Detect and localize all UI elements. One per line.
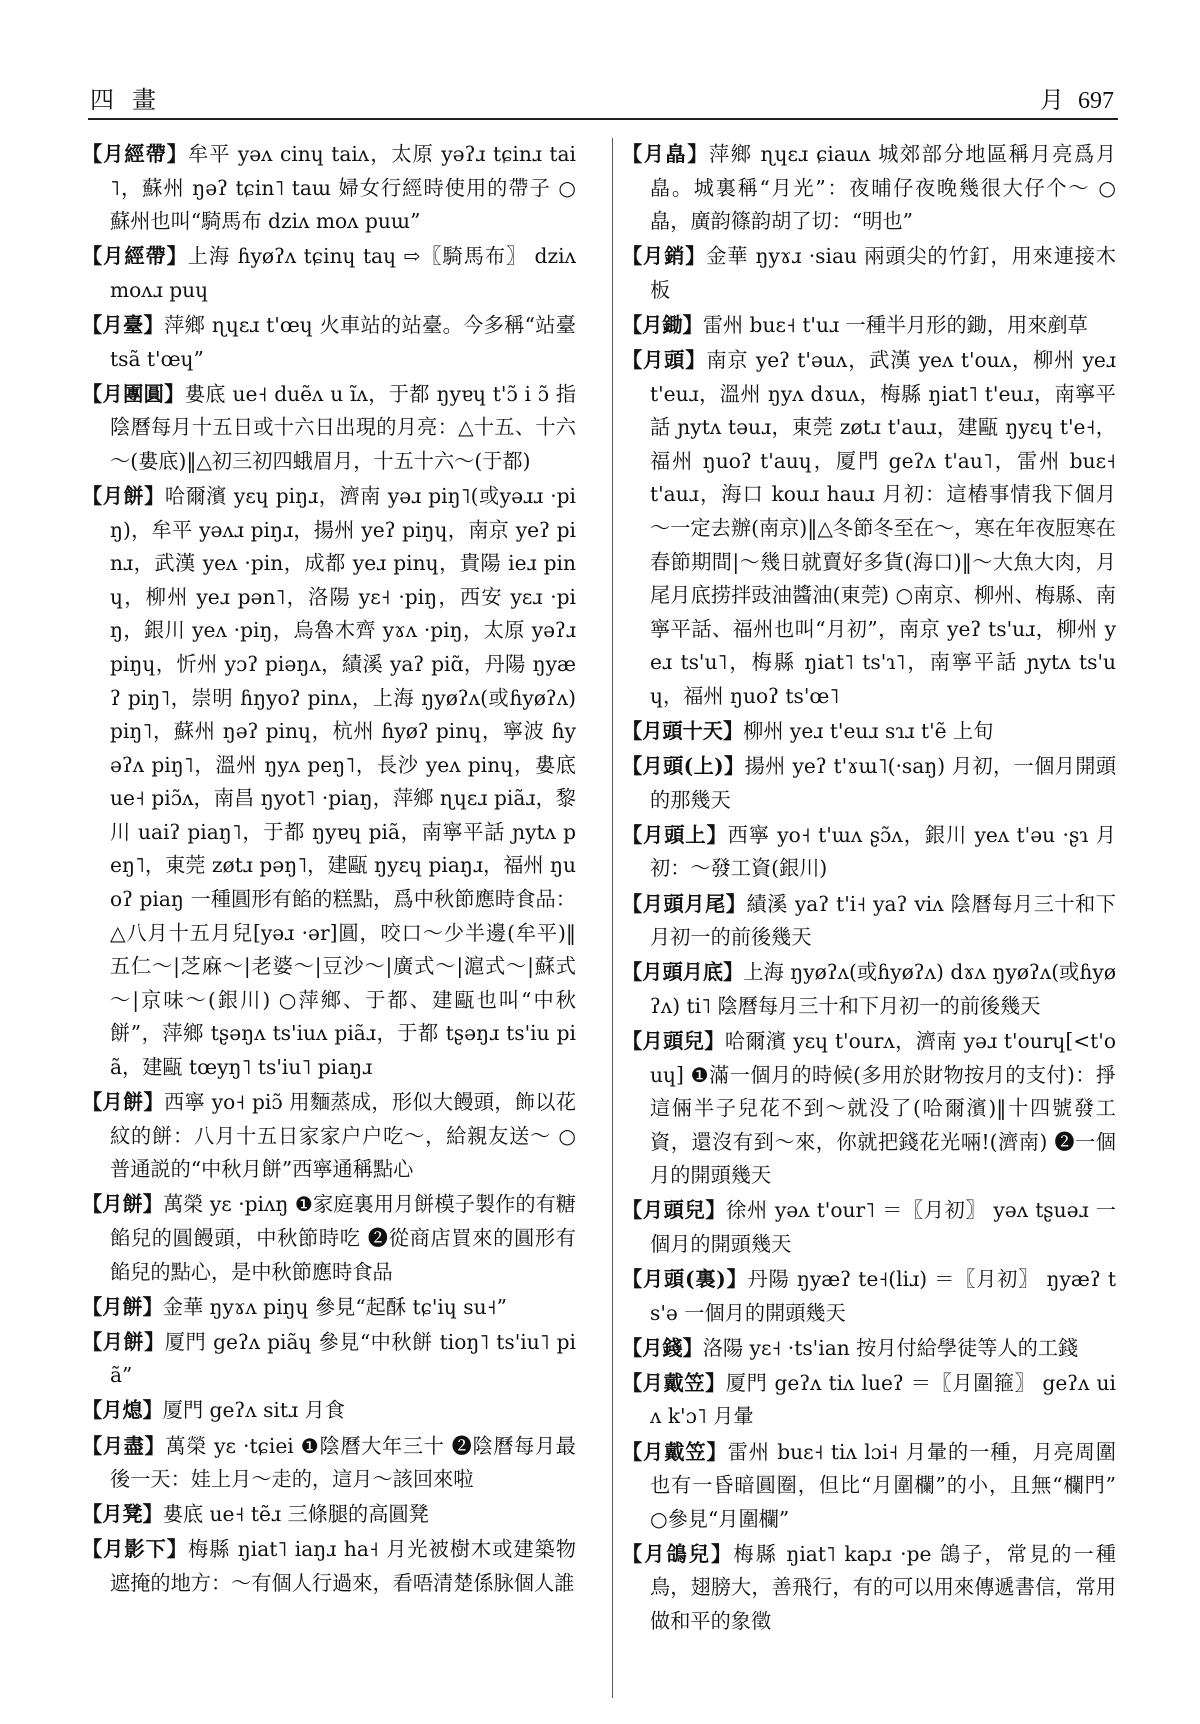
dictionary-entry xyxy=(82,1326,576,1393)
dictionary-entry xyxy=(622,888,1116,955)
entry-definition: 萍鄉 ɳɥɛɹ ɕiauʌ 城郊部分地區稱月亮爲月皛。城裏稱“月光”：夜晡仔夜晚幾很大仔个～ ○皛，廣韵篠韵胡了切：“明也” xyxy=(650,142,1116,234)
section-title: 四畫 xyxy=(90,86,174,114)
entry-definition: 金華 ŋyɤɹ ·siau 兩頭尖的竹釘，用來連接木板 xyxy=(650,244,1116,302)
entry-headword: 【月戴笠】 xyxy=(622,1370,726,1395)
header-character: 月 xyxy=(1040,88,1064,114)
entry-definition: 哈爾濱 yɛɥ piŋɹ，濟南 yəɹ piŋ˥(或yəɹɹ ·piŋ)，牟平 yəʌɹ piŋɹ，揚州 yeʔ piŋɥ，南京 yeʔ pinɹ，武漢 yeʌ ·pin，成都 yeɹ pinɥ，貴陽 ieɹ pinɥ，柳州 yeɹ pən˥，洛陽 yɛ˧ ·piŋ，西安 yɛɹ ·piŋ，銀川 yeʌ ·piŋ，烏魯木齊 yɤʌ ·piŋ，太原 yəʔɹ piŋɥ，忻州 yɔʔ piəŋʌ，績溪 yaʔ piɑ̃，丹陽 ŋyæʔ piŋ˥，崇明 ɦŋyoʔ pinʌ，上海 ŋyøʔʌ(或ɦyøʔʌ) piŋ˥，蘇州 ŋəʔ pinɥ，杭州 ɦyøʔ pinɥ，寧波 ɦyəʔʌ piŋ˥，溫州 ŋyʌ peŋ˥，長沙 yeʌ pinɥ，婁底 ue˧ piɔ̃ʌ，南昌 ŋyot˥ ·piaŋ，萍鄉 ɳɥɛɹ piãɹ，黎川 uaiʔ piaŋ˥，于都 ŋyɐɥ piã，南寧平話 ɲytʌ peŋ˥，東莞 zøtɹ pəŋ˥，建甌 ŋyɛɥ piaŋɹ，福州 ŋuoʔ piaŋ 一種圓形有餡的糕點，爲中秋節應時食品：△八月十五月兒[yəɹ ·ər]圓，咬口～少半邊(牟平)‖五仁～|芝麻～|老婆～|豆沙～|廣式～|滬式～|蘇式～|京味～(銀川) ○萍鄉、于都、建甌也叫“中秋餅”，萍鄉 tʂəŋʌ ts'iuʌ piãɹ，于都 tʂəŋɹ ts'iu piã，建甌 tœyŋ˥ ts'iu˥ piaŋɹ xyxy=(110,483,576,1080)
dictionary-entry xyxy=(622,819,1116,886)
entry-definition: 雷州 buɛ˧ tiʌ lɔi˧ 月暈的一種，月亮周圍也有一昏暗圓圈，但比“月圍欄”的小，且無“欄門” ○參見“月圍欄” xyxy=(650,1439,1116,1531)
entry-definition: 丹陽 ŋyæʔ te˧(liɹ) ＝〖月初〗 ŋyæʔ ts'ə 一個月的開頭幾天 xyxy=(650,1267,1116,1325)
entry-headword: 【月餅】 xyxy=(82,1294,163,1319)
entry-definition: 梅縣 ŋiat˥ kapɹ ·pe 鴿子，常見的一種鳥，翅膀大，善飛行，有的可以用來傳遞書信，常用做和平的象徵 xyxy=(650,1541,1116,1634)
entry-headword: 【月團圓】 xyxy=(82,381,185,406)
entry-headword: 【月頭月底】 xyxy=(622,960,744,985)
entry-definition: 上海 ŋyøʔʌ(或ɦyøʔʌ) dɤʌ ŋyøʔʌ(或ɦyøʔʌ) ti˥ 陰曆每月三十和下月初一的前後幾天 xyxy=(650,960,1116,1018)
entry-definition: 金華 ŋyɤʌ piŋɥ 參見“起酥 tɕ'iɥ su˧” xyxy=(162,1294,507,1319)
entry-headword: 【月臺】 xyxy=(82,312,165,337)
entry-headword: 【月頭上】 xyxy=(622,822,728,847)
dictionary-entry xyxy=(622,1538,1116,1639)
dictionary-entry xyxy=(82,1394,576,1428)
dictionary-entry xyxy=(622,1194,1116,1261)
dictionary-entry xyxy=(82,309,576,376)
dictionary-entry xyxy=(82,1498,576,1532)
entry-headword: 【月熄】 xyxy=(82,1398,163,1423)
entry-definition: 婁底 ue˧ tẽɹ 三條腿的高圓凳 xyxy=(162,1502,429,1527)
entry-definition: 西寧 yo˧ t'ɯʌ ʂɔ̃ʌ，銀川 yeʌ t'əu ·ʂɿ 月初：～發工資(銀川) xyxy=(650,822,1116,881)
dictionary-entry xyxy=(82,1291,576,1325)
entry-headword: 【月戴笠】 xyxy=(622,1439,728,1464)
entry-headword: 【月頭兒】 xyxy=(622,1198,727,1223)
dictionary-entry xyxy=(622,715,1116,749)
entry-headword: 【月影下】 xyxy=(82,1537,188,1562)
entry-headword: 【月盡】 xyxy=(82,1433,166,1458)
entry-headword: 【月經帶】 xyxy=(82,244,188,269)
dictionary-entry xyxy=(622,750,1116,817)
entry-definition: 婁底 ue˧ duẽʌ u ĩʌ，于都 ŋyɐɥ t'ɔ̃ i ɔ̃ 指陰曆每月十五日或十六日出現的月亮：△十五、十六～(婁底)‖△初三初四蛾眉月，十五十六～(于都) xyxy=(110,381,576,473)
entry-headword: 【月鋤】 xyxy=(622,312,703,337)
entry-definition: 萬榮 yɛ ·tɕiei ❶陰曆大年三十 ❷陰曆每月最後一天：娃上月～走的，這月～該回來啦 xyxy=(110,1433,576,1492)
dictionary-entry xyxy=(622,956,1116,1023)
entry-headword: 【月銷】 xyxy=(622,244,707,269)
entry-headword: 【月頭十天】 xyxy=(622,719,744,744)
dictionary-entry xyxy=(622,1332,1116,1366)
entry-headword: 【月頭】 xyxy=(622,348,707,373)
entry-definition: 哈爾濱 yɛɥ t'ourʌ，濟南 yəɹ t'ourɥ[<t'ouɥ] ❶滿一個月的時候(多用於財物按月的支付)：掙這倆半子兒花不到～就没了(哈爾濱)‖十四號發工資，還沒有到～來，你就把錢花光啢!(濟南) ❷一個月的開頭幾天 xyxy=(650,1028,1116,1188)
right-column xyxy=(622,138,1116,1698)
entry-headword: 【月頭(上)】 xyxy=(622,754,745,779)
dictionary-entry xyxy=(82,1430,576,1497)
dictionary-entry xyxy=(622,344,1116,714)
entry-definition: 徐州 yəʌ t'our˥ ＝〖月初〗 yəʌ tʂuəɹ 一個月的開頭幾天 xyxy=(650,1198,1116,1256)
entry-definition: 雷州 buɛ˧ t'uɹ 一種半月形的鋤，用來剷草 xyxy=(702,312,1088,337)
entry-headword: 【月頭(裏)】 xyxy=(622,1267,748,1292)
dictionary-entry xyxy=(82,378,576,479)
entry-headword: 【月經帶】 xyxy=(82,142,188,166)
entry-definition: 萍鄉 ɳɥɛɹ t'œɥ 火車站的站臺。今多稱“站臺 tsã t'œɥ” xyxy=(110,312,576,371)
entry-definition: 揚州 yeʔ t'ɤɯ˥(·saŋ) 月初，一個月開頭的那幾天 xyxy=(650,754,1116,812)
entry-headword: 【月餅】 xyxy=(82,1329,165,1354)
dictionary-entry xyxy=(622,1263,1116,1330)
column-divider xyxy=(612,138,613,1698)
dictionary-entry xyxy=(82,138,576,239)
entry-headword: 【月餅】 xyxy=(82,1192,163,1217)
dictionary-entry xyxy=(82,480,576,1085)
page-indicator xyxy=(1026,80,1114,115)
dictionary-entry xyxy=(82,1188,576,1289)
entry-definition: 洛陽 yɛ˧ ·ts'ian 按月付給學徒等人的工錢 xyxy=(702,1335,1079,1360)
page-header xyxy=(88,72,1118,120)
left-column xyxy=(82,138,576,1698)
entry-definition: 柳州 yeɹ t'euɹ sɿɹ t'ẽ 上旬 xyxy=(743,719,994,744)
entry-headword: 【月皛】 xyxy=(622,142,710,166)
entry-definition: 西寧 yo˧ piɔ̃ 用麵蒸成，形似大饅頭，飾以花紋的餅：八月十五日家家户户吃～，給親友送～ ○普通説的“中秋月餅”西寧通稱點心 xyxy=(110,1090,576,1182)
dictionary-entry xyxy=(622,138,1116,239)
dictionary-entry xyxy=(622,1436,1116,1537)
dictionary-entry xyxy=(622,1367,1116,1434)
entry-headword: 【月餅】 xyxy=(82,1090,164,1115)
entry-definition: 績溪 yaʔ t'i˧ yaʔ viʌ 陰曆每月三十和下月初一的前後幾天 xyxy=(650,891,1116,950)
entry-definition: 牟平 yəʌ cinɥ taiʌ，太原 yəʔɹ tɕinɹ tai˥，蘇州 ŋəʔ tɕin˥ taɯ 婦女行經時使用的帶子 ○蘇州也叫“騎馬布 dziʌ moʌ puɯ” xyxy=(110,142,576,234)
entry-definition: 萬榮 yɛ ·piʌŋ ❶家庭裏用月餅模子製作的有糖餡兒的圓饅頭，中秋節時吃 ❷從商店買來的圓形有餡兒的點心，是中秋節應時食品 xyxy=(110,1192,576,1284)
dictionary-entry xyxy=(82,240,576,307)
entry-definition: 梅縣 ŋiat˥ iaŋɹ ha˧ 月光被樹木或建築物遮掩的地方：～有個人行過來，看唔清楚係脉個人誰 xyxy=(110,1537,576,1595)
entry-headword: 【月餅】 xyxy=(82,483,165,508)
dictionary-entry xyxy=(82,1533,576,1600)
dictionary-entry xyxy=(622,309,1116,343)
entry-headword: 【月鴿兒】 xyxy=(622,1541,734,1566)
entry-definition: 南京 yeʔ t'əuʌ，武漢 yeʌ t'ouʌ，柳州 yeɹ t'euɹ，溫州 ŋyʌ dɤuʌ，梅縣 ŋiat˥ t'euɹ，南寧平話 ɲytʌ təuɹ，東莞 zøtɹ t'auɹ，建甌 ŋyɛɥ t'e˧，福州 ŋuoʔ t'auɥ，厦門 geʔʌ t'au˥，雷州 buɛ˧ t'auɹ，海口 kouɹ hauɹ 月初：這樁事情我下個月～一定去辦(南京)‖△冬節冬至在～，寒在年夜脰寒在春節期間|～幾日就賣好多貨(海口)‖～大魚大肉，月尾月底捞拌豉油醬油(東莞) ○南京、柳州、梅縣、南寧平話、福州也叫“月初”，南京 yeʔ ts'uɹ，柳州 yeɹ ts'u˥，梅縣 ŋiat˥ ts'ɿ˥，南寧平話 ɲytʌ ts'uɥ，福州 ŋuoʔ ts'œ˥ xyxy=(650,348,1116,708)
dictionary-entry xyxy=(622,240,1116,307)
dictionary-entry xyxy=(82,1086,576,1187)
dictionary-entry xyxy=(622,1025,1116,1193)
entry-definition: 厦門 geʔʌ piãɥ 參見“中秋餅 tioŋ˥ ts'iu˥ piã” xyxy=(110,1329,576,1388)
entry-headword: 【月頭月尾】 xyxy=(622,891,747,916)
entry-definition: 厦門 geʔʌ sitɹ 月食 xyxy=(162,1398,345,1423)
entry-definition: 厦門 geʔʌ tiʌ lueʔ ＝〖月圍箍〗 geʔʌ uiʌ k'ɔ˥ 月暈 xyxy=(650,1370,1116,1429)
page-number: 697 xyxy=(1078,88,1114,114)
entry-definition: 上海 ɦyøʔʌ tɕinɥ taɥ ⇨〖騎馬布〗 dziʌ moʌɹ puɥ xyxy=(110,244,576,302)
entry-headword: 【月頭兒】 xyxy=(622,1028,725,1053)
entry-headword: 【月凳】 xyxy=(82,1502,163,1527)
entry-headword: 【月錢】 xyxy=(622,1335,703,1360)
